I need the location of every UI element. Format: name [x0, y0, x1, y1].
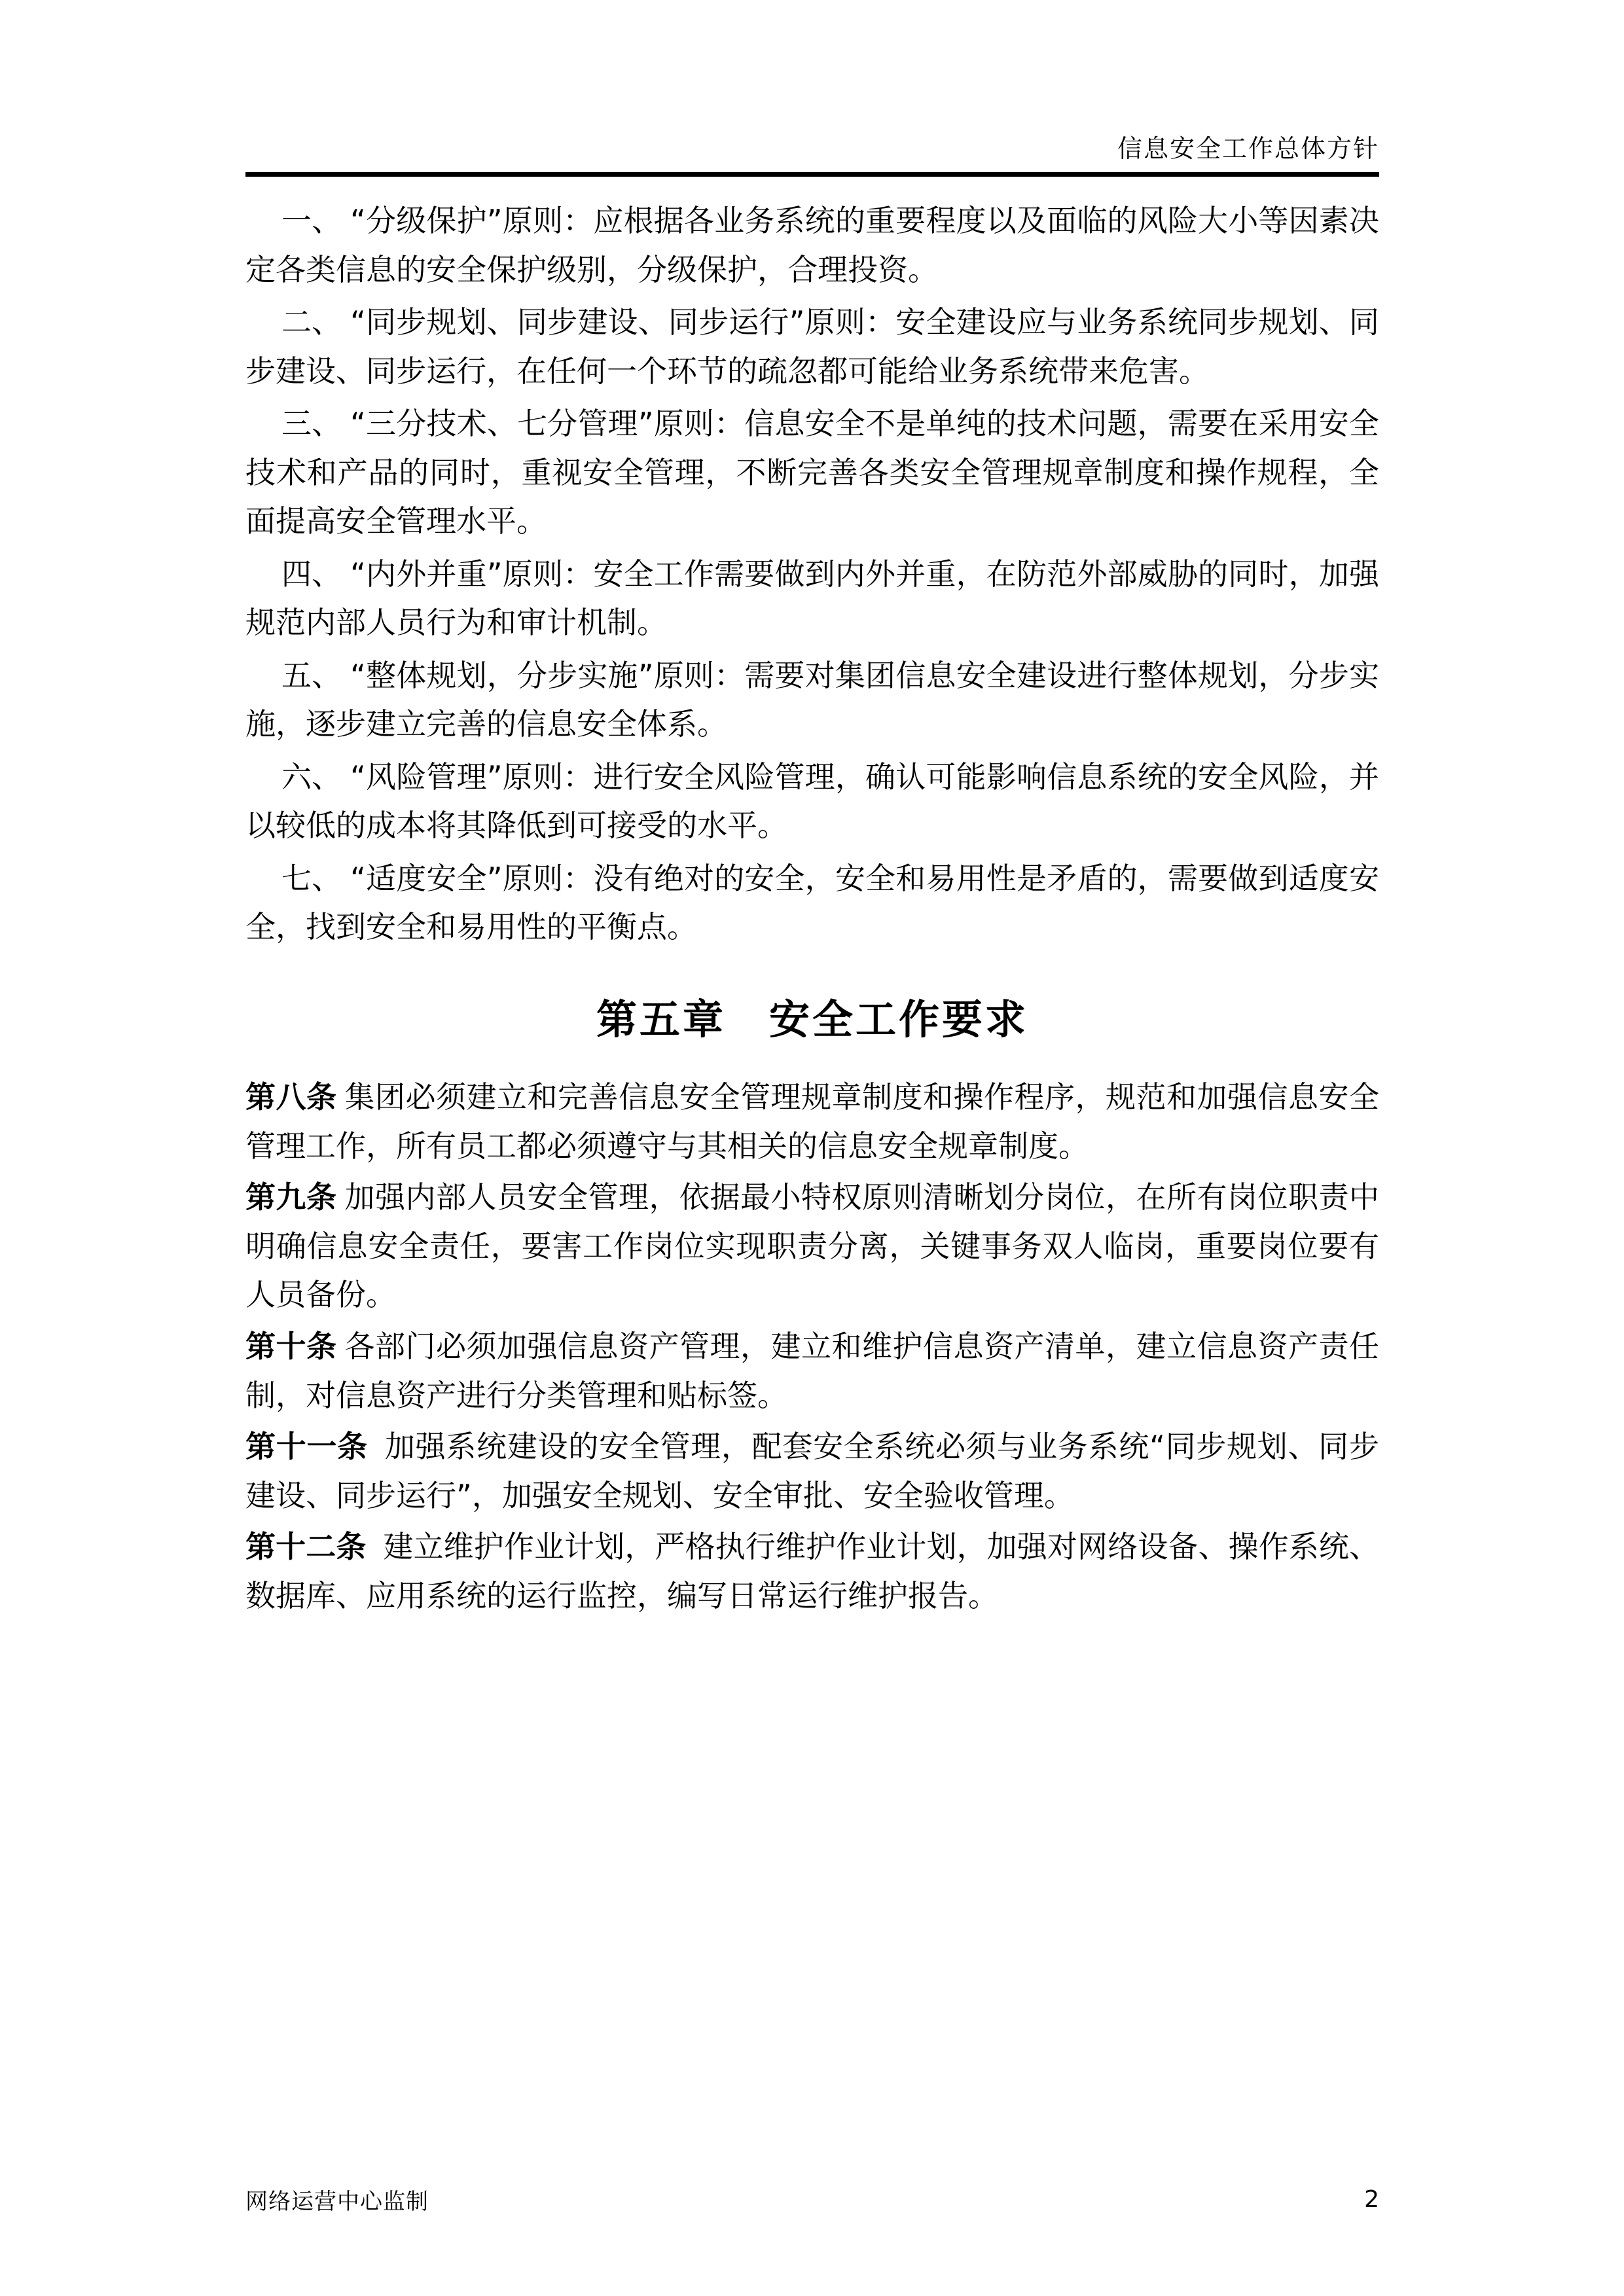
- principle-marker: 二、: [281, 304, 342, 340]
- article-item: [245, 1422, 1379, 1520]
- principle-marker: 七、: [281, 860, 342, 896]
- article-text: 集团必须建立和完善信息安全管理规章制度和操作程序，规范和加强信息安全管理工作，所有员工都必须遵守与其相关的信息安全规章制度。: [245, 1079, 1379, 1164]
- principle-marker: 六、: [281, 759, 342, 795]
- principle-item: [245, 196, 1379, 294]
- principle-item: [245, 651, 1379, 749]
- principle-text: “适度安全”原则：没有绝对的安全，安全和易用性是矛盾的，需要做到适度安全，找到安全和易用性的平衡点。: [245, 860, 1379, 945]
- principle-text: “内外并重”原则：安全工作需要做到内外并重，在防范外部威胁的同时，加强规范内部人员行为和审计机制。: [245, 556, 1379, 641]
- principle-marker: 四、: [281, 556, 342, 592]
- principle-text: “风险管理”原则：进行安全风险管理，确认可能影响信息系统的安全风险，并以较低的成本将其降低到可接受的水平。: [245, 759, 1379, 844]
- article-text: 加强系统建设的安全管理，配套安全系统必须与业务系统“同步规划、同步建设、同步运行”，加强安全规划、安全审批、安全验收管理。: [245, 1429, 1379, 1513]
- principle-marker: 一、: [281, 203, 342, 238]
- principle-text: “分级保护”原则：应根据各业务系统的重要程度以及面临的风险大小等因素决定各类信息的安全保护级别，分级保护，合理投资。: [245, 203, 1379, 287]
- principle-item: [245, 753, 1379, 850]
- principle-item: [245, 854, 1379, 952]
- principle-text: “同步规划、同步建设、同步运行”原则：安全建设应与业务系统同步规划、同步建设、同步运行，在任何一个环节的疏忽都可能给业务系统带来危害。: [245, 304, 1379, 389]
- article-item: [245, 1522, 1379, 1620]
- article-item: [245, 1322, 1379, 1420]
- article-number: 第十一条: [245, 1429, 368, 1465]
- article-item: [245, 1073, 1379, 1170]
- principle-marker: 三、: [281, 406, 342, 442]
- principle-item: [245, 399, 1379, 546]
- principle-text: “整体规划，分步实施”原则：需要对集团信息安全建设进行整体规划，分步实施，逐步建立完善的信息安全体系。: [245, 657, 1379, 742]
- page-header: [245, 105, 1379, 177]
- page-footer: [245, 2179, 1379, 2219]
- article-number: 第八条: [245, 1079, 337, 1115]
- document-body: [245, 196, 1379, 1623]
- principle-item: [245, 550, 1379, 647]
- article-item: [245, 1173, 1379, 1319]
- article-number: 第九条: [245, 1179, 337, 1215]
- article-number: 第十条: [245, 1329, 337, 1364]
- article-text: 建立维护作业计划，严格执行维护作业计划，加强对网络设备、操作系统、数据库、应用系统的运行监控，编写日常运行维护报告。: [245, 1529, 1380, 1613]
- article-number: 第十二条: [245, 1529, 367, 1565]
- chapter-heading: 第五章 安全工作要求: [596, 995, 1028, 1043]
- principle-item: [245, 298, 1379, 395]
- header-document-title: 信息安全工作总体方针: [1117, 134, 1379, 164]
- article-text: 加强内部人员安全管理，依据最小特权原则清晰划分岗位，在所有岗位职责中明确信息安全责任，要害工作岗位实现职责分离，关键事务双人临岗，重要岗位要有人员备份。: [245, 1179, 1379, 1313]
- principle-marker: 五、: [281, 657, 342, 693]
- page-number: 2: [1364, 2185, 1379, 2213]
- footer-note: 网络运营中心监制: [245, 2188, 429, 2215]
- principle-text: “三分技术、七分管理”原则：信息安全不是单纯的技术问题，需要在采用安全技术和产品的同时，重视安全管理，不断完善各类安全管理规章制度和操作规程，全面提高安全管理水平。: [245, 406, 1379, 539]
- article-text: 各部门必须加强信息资产管理，建立和维护信息资产清单，建立信息资产责任制，对信息资产进行分类管理和贴标签。: [245, 1329, 1379, 1413]
- principles-list: [245, 196, 1379, 952]
